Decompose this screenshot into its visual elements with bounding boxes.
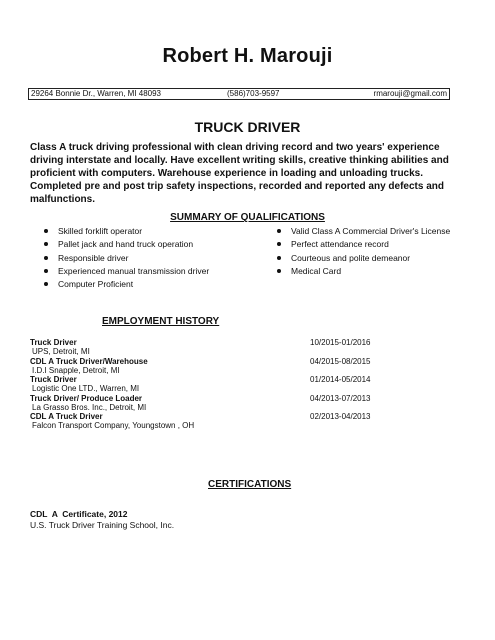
job-entry bbox=[30, 394, 430, 413]
qualification-item: Courteous and polite demeanor bbox=[277, 252, 450, 265]
job-title: Truck Driver/ Produce Loader bbox=[30, 393, 143, 403]
job-entry bbox=[30, 375, 430, 394]
candidate-name: Robert H. Marouji bbox=[162, 45, 333, 67]
job-entry bbox=[30, 412, 430, 431]
qualification-item: Experienced manual transmission driver bbox=[44, 265, 209, 278]
employment-heading: EMPLOYMENT HISTORY bbox=[102, 316, 220, 327]
qualification-item: Medical Card bbox=[277, 265, 450, 278]
qualification-item: Responsible driver bbox=[44, 252, 209, 265]
qualification-item: Skilled forklift operator bbox=[44, 225, 209, 238]
job-dates: 04/2013-07/2013 bbox=[310, 393, 371, 403]
qualifications-list-right bbox=[277, 225, 450, 278]
job-company: La Grasso Bros. Inc., Detroit, MI bbox=[32, 402, 147, 412]
employment-list bbox=[30, 338, 430, 431]
qualifications-list-left bbox=[44, 225, 209, 291]
certification-name: CDL A Certificate, 2012 bbox=[30, 509, 128, 519]
certification-entry bbox=[30, 509, 174, 531]
job-title: Truck Driver bbox=[30, 338, 77, 347]
contact-bar bbox=[28, 88, 450, 100]
contact-email: rmarouji@gmail.com bbox=[373, 89, 447, 98]
job-dates: 04/2015-08/2015 bbox=[310, 356, 371, 366]
professional-summary: Class A truck driving professional with clean driving record and two years' experience driving interstate and locally. Have excellent writing skills, creative thinking abilities and proficient with computers. Warehouse experience in loading and unloading trucks. Completed pre and post trip safety inspections, recorded and reported any defects and malfunctions. bbox=[30, 142, 449, 205]
job-company: Falcon Transport Company, Youngstown , OH bbox=[32, 421, 195, 431]
resume-headline: TRUCK DRIVER bbox=[194, 119, 301, 135]
job-company: UPS, Detroit, MI bbox=[32, 347, 90, 356]
qualification-item: Computer Proficient bbox=[44, 278, 209, 291]
job-title: Truck Driver bbox=[30, 375, 77, 385]
qualification-item: Pallet jack and hand truck operation bbox=[44, 238, 209, 251]
qualifications-heading: SUMMARY OF QUALIFICATIONS bbox=[170, 212, 325, 223]
job-entry bbox=[30, 338, 430, 357]
job-title: CDL A Truck Driver bbox=[30, 412, 103, 422]
job-company: I.D.I Snapple, Detroit, MI bbox=[32, 365, 120, 375]
qualification-item: Perfect attendance record bbox=[277, 238, 450, 251]
contact-phone: (586)703-9597 bbox=[227, 89, 280, 98]
job-dates: 01/2014-05/2014 bbox=[310, 375, 371, 385]
job-dates: 02/2013-04/2013 bbox=[310, 412, 371, 422]
qualification-item: Valid Class A Commercial Driver's License bbox=[277, 225, 450, 238]
certification-issuer: U.S. Truck Driver Training School, Inc. bbox=[30, 520, 175, 530]
contact-address: 29264 Bonnie Dr., Warren, MI 48093 bbox=[31, 89, 161, 98]
job-title: CDL A Truck Driver/Warehouse bbox=[30, 356, 148, 366]
job-company: Logistic One LTD., Warren, MI bbox=[32, 384, 140, 394]
job-entry bbox=[30, 357, 430, 376]
job-dates: 10/2015-01/2016 bbox=[310, 338, 371, 347]
certifications-heading: CERTIFICATIONS bbox=[208, 479, 292, 490]
